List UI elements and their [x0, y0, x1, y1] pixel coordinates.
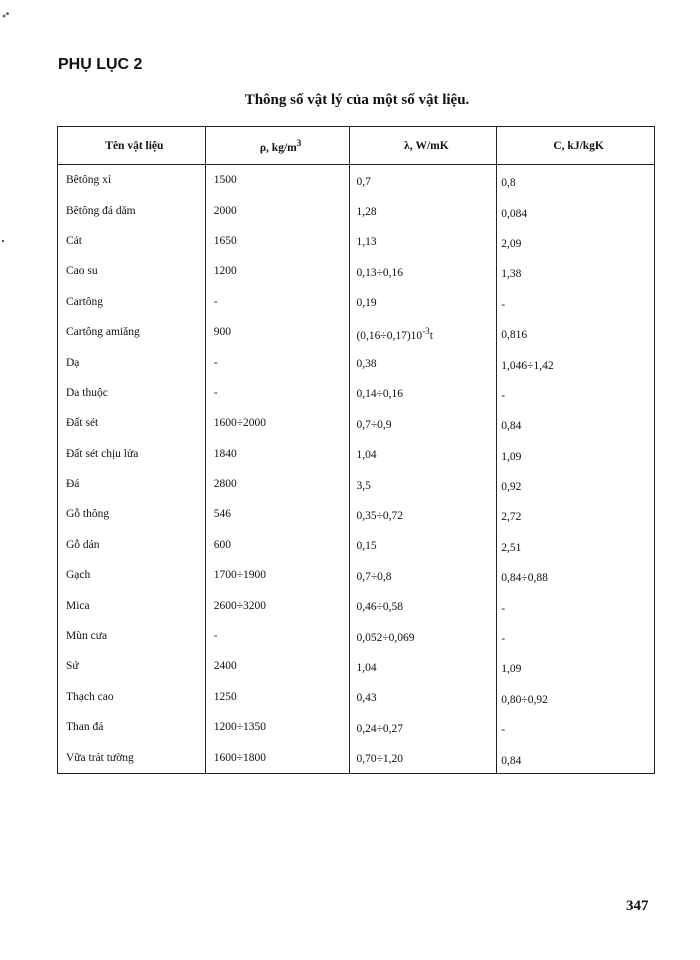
cell-density [205, 590, 350, 620]
cell-material-name [58, 226, 206, 256]
cell-text: - [213, 386, 218, 399]
cell-text: Đất sét chịu lửa [66, 447, 139, 460]
header-material-name [58, 127, 206, 165]
cell-text: 2400 [213, 660, 237, 673]
cell-text: Cartông [66, 295, 104, 308]
table-row [58, 590, 655, 620]
cell-text: 1,38 [501, 268, 522, 281]
cell-density [205, 621, 350, 651]
cell-density [205, 347, 350, 377]
table-row [58, 256, 655, 286]
cell-heat-capacity [497, 256, 655, 286]
cell-text: Gạch [66, 569, 91, 582]
cell-text-tail: t [429, 329, 433, 342]
table-row [58, 347, 655, 377]
cell-text: 1,046÷1,42 [501, 359, 554, 372]
cell-heat-capacity [497, 621, 655, 651]
cell-density [205, 408, 350, 438]
cell-text: 1,28 [356, 206, 377, 219]
cell-material-name [58, 165, 206, 196]
cell-text: 0,084 [501, 207, 528, 220]
cell-conductivity [350, 682, 497, 712]
cell-text: 1250 [213, 690, 237, 703]
scan-speck [2, 240, 4, 242]
cell-material-name [58, 590, 206, 620]
cell-text: 1200÷1350 [213, 721, 267, 734]
cell-heat-capacity [497, 530, 655, 560]
cell-text: 0,24÷0,27 [356, 722, 404, 735]
cell-text: 2000 [213, 204, 237, 217]
cell-heat-capacity [497, 408, 655, 438]
cell-heat-capacity [497, 499, 655, 529]
cell-density [205, 226, 350, 256]
cell-text: 3,5 [356, 479, 371, 492]
cell-text: - [501, 602, 506, 615]
cell-material-name [58, 378, 206, 408]
cell-heat-capacity [497, 439, 655, 469]
cell-conductivity [350, 560, 497, 590]
cell-heat-capacity [497, 712, 655, 742]
header-label: λ, W/mK [404, 139, 449, 152]
scan-stamp-mark: ●● [0, 9, 12, 21]
cell-text: 0,7 [356, 175, 371, 188]
cell-text: 1650 [213, 234, 237, 247]
cell-text: Sứ [66, 660, 79, 673]
cell-conductivity [350, 226, 497, 256]
cell-text: 2,51 [501, 541, 522, 554]
table-row [58, 317, 655, 347]
cell-material-name [58, 439, 206, 469]
cell-text: - [501, 298, 506, 311]
cell-text: 0,19 [356, 297, 377, 310]
cell-text: 1700÷1900 [213, 569, 267, 582]
cell-material-name [58, 742, 206, 773]
cell-density [205, 651, 350, 681]
table-title: Thông số vật lý của một số vật liệu. [244, 92, 470, 108]
cell-text: Da thuộc [66, 386, 108, 399]
cell-text: Mica [66, 599, 90, 612]
cell-conductivity [350, 195, 497, 225]
table-row [58, 712, 655, 742]
cell-text: 1,04 [356, 661, 377, 674]
cell-text: 600 [213, 538, 231, 551]
table-row [58, 378, 655, 408]
cell-text: 0,15 [356, 540, 377, 553]
cell-material-name [58, 256, 206, 286]
cell-heat-capacity [497, 469, 655, 499]
cell-heat-capacity [497, 165, 655, 196]
cell-text: - [501, 724, 506, 737]
cell-text: 0,14÷0,16 [356, 388, 404, 401]
table-row [58, 195, 655, 225]
cell-conductivity [350, 256, 497, 286]
cell-text: Dạ [66, 356, 80, 369]
table-row [58, 226, 655, 256]
table-row [58, 651, 655, 681]
cell-material-name [58, 682, 206, 712]
cell-text: 0,84÷0,88 [501, 572, 548, 585]
cell-text: 0,052÷0,069 [356, 631, 415, 644]
cell-density [205, 560, 350, 590]
cell-conductivity [350, 621, 497, 651]
cell-heat-capacity [497, 651, 655, 681]
cell-text: 2,09 [501, 237, 522, 250]
cell-text: 0,7÷0,8 [356, 570, 392, 583]
cell-text: Thạch cao [66, 690, 114, 703]
cell-text: 2,72 [501, 511, 522, 524]
cell-text: Cartông amiăng [66, 326, 140, 339]
table-row [58, 469, 655, 499]
cell-density [205, 530, 350, 560]
cell-text: - [213, 356, 218, 369]
cell-text: Bêtông đá dăm [66, 204, 136, 217]
header-label: Tên vật liệu [105, 139, 164, 152]
header-conductivity [350, 127, 497, 165]
cell-text: Than đá [66, 721, 104, 734]
cell-text: 0,43 [356, 692, 377, 705]
cell-conductivity [350, 742, 497, 773]
header-density [205, 127, 350, 165]
table-row [58, 682, 655, 712]
cell-text: Đá [66, 478, 80, 491]
table-row [58, 499, 655, 529]
cell-superscript: -3 [422, 325, 430, 336]
cell-material-name [58, 530, 206, 560]
header-superscript: 3 [296, 137, 302, 148]
cell-material-name [58, 621, 206, 651]
cell-density [205, 317, 350, 347]
cell-material-name [58, 712, 206, 742]
cell-heat-capacity [497, 378, 655, 408]
cell-text: 0,92 [501, 481, 522, 494]
cell-text: Vữa trát tường [66, 751, 134, 764]
cell-text: 0,38 [356, 358, 377, 371]
page-number: 347 [626, 898, 649, 914]
cell-heat-capacity [497, 287, 655, 317]
cell-text: Bêtông xỉ [66, 174, 112, 187]
cell-material-name [58, 469, 206, 499]
cell-density [205, 499, 350, 529]
cell-text: 0,8 [501, 177, 516, 190]
cell-conductivity [350, 651, 497, 681]
cell-conductivity [350, 378, 497, 408]
cell-text: 1,09 [501, 450, 522, 463]
cell-heat-capacity [497, 742, 655, 773]
cell-text: Cát [66, 234, 82, 247]
cell-conductivity [350, 287, 497, 317]
cell-text: Mùn cưa [66, 630, 108, 643]
header-label: ρ, kg/m [259, 141, 297, 154]
cell-heat-capacity [497, 226, 655, 256]
cell-density [205, 165, 350, 196]
cell-text: 0,13÷0,16 [356, 266, 404, 279]
cell-heat-capacity [497, 682, 655, 712]
cell-text: - [501, 633, 506, 646]
cell-text: 0,70÷1,20 [356, 753, 404, 766]
cell-density [205, 287, 350, 317]
cell-text: 2800 [213, 478, 237, 491]
cell-text: 0,80÷0,92 [501, 693, 548, 706]
cell-material-name [58, 560, 206, 590]
cell-density [205, 469, 350, 499]
cell-conductivity [350, 590, 497, 620]
cell-material-name [58, 195, 206, 225]
cell-text: Cao su [66, 265, 98, 278]
cell-text: Đất sét [66, 417, 99, 430]
cell-conductivity [350, 439, 497, 469]
cell-conductivity [350, 165, 497, 196]
cell-text: 1600÷1800 [213, 751, 267, 764]
cell-text: 2600÷3200 [213, 599, 267, 612]
header-heat-capacity [497, 127, 655, 165]
cell-conductivity [350, 712, 497, 742]
cell-text: 0,35÷0,72 [356, 509, 404, 522]
cell-text: 546 [213, 508, 231, 521]
cell-material-name [58, 408, 206, 438]
cell-text: 1,09 [501, 663, 522, 676]
cell-text: Gỗ thông [66, 508, 110, 521]
cell-text: 0,84 [501, 754, 522, 767]
cell-material-name [58, 347, 206, 377]
cell-conductivity [350, 469, 497, 499]
cell-text: 0,7÷0,9 [356, 418, 392, 431]
cell-density [205, 256, 350, 286]
cell-conductivity [350, 408, 497, 438]
table-row [58, 439, 655, 469]
cell-conductivity [350, 347, 497, 377]
cell-heat-capacity [497, 195, 655, 225]
cell-heat-capacity [497, 347, 655, 377]
cell-heat-capacity [497, 317, 655, 347]
cell-material-name [58, 287, 206, 317]
cell-text: 900 [213, 326, 231, 339]
cell-material-name [58, 317, 206, 347]
cell-density [205, 742, 350, 773]
header-label: C, kJ/kgK [553, 139, 604, 152]
cell-text: - [501, 389, 506, 402]
cell-text: 0,816 [501, 329, 528, 342]
cell-material-name [58, 651, 206, 681]
cell-text: 0,46÷0,58 [356, 601, 404, 614]
cell-text: - [213, 295, 218, 308]
cell-text: 1500 [213, 174, 237, 187]
cell-text: (0,16÷0,17)10 [356, 329, 423, 342]
cell-density [205, 712, 350, 742]
materials-properties-table [57, 126, 655, 774]
cell-conductivity [350, 317, 497, 347]
cell-heat-capacity [497, 590, 655, 620]
cell-conductivity [350, 499, 497, 529]
table-row [58, 530, 655, 560]
cell-text: 1840 [213, 447, 237, 460]
cell-text: 1,13 [356, 236, 377, 249]
table-row [58, 287, 655, 317]
cell-text: 1,04 [356, 449, 377, 462]
table-row [58, 621, 655, 651]
cell-text: 1200 [213, 265, 237, 278]
cell-density [205, 378, 350, 408]
table-row [58, 560, 655, 590]
cell-density [205, 195, 350, 225]
cell-material-name [58, 499, 206, 529]
cell-text: - [213, 630, 218, 643]
cell-density [205, 682, 350, 712]
cell-text: Gỗ dán [66, 538, 100, 551]
table-header-row [58, 127, 655, 165]
cell-text: 0,84 [501, 420, 522, 433]
cell-conductivity [350, 530, 497, 560]
appendix-heading: PHỤ LỤC 2 [58, 56, 143, 73]
cell-heat-capacity [497, 560, 655, 590]
cell-density [205, 439, 350, 469]
table-row [58, 408, 655, 438]
table-row [58, 742, 655, 773]
cell-text: 1600÷2000 [213, 417, 267, 430]
table-row [58, 165, 655, 196]
